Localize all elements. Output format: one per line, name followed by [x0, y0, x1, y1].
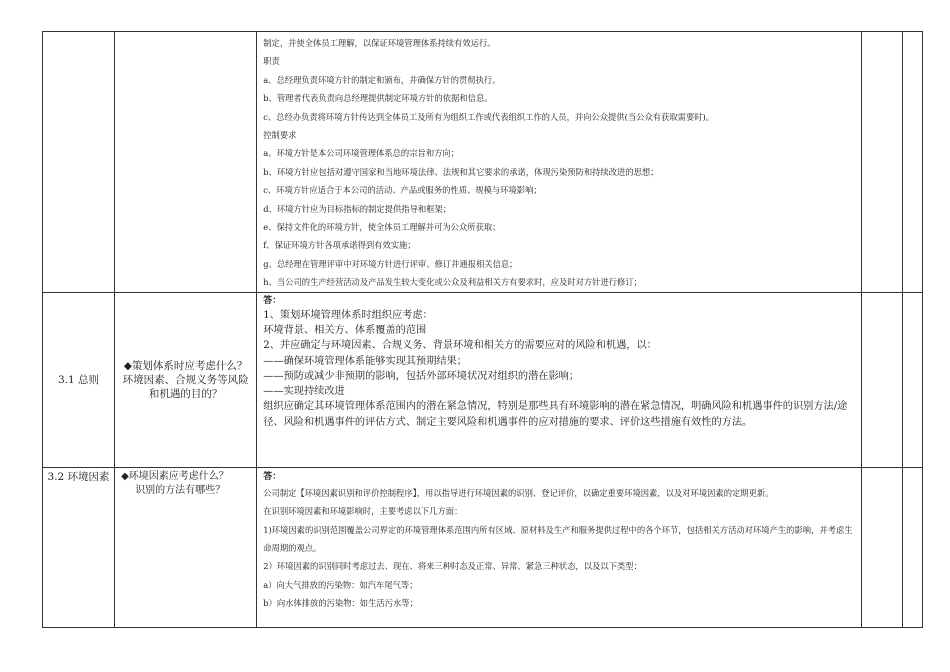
content-cell: [257, 467, 862, 627]
content-line: ——确保环境管理体系能够实现其预期结果；: [263, 355, 467, 367]
content-line: 控制要求: [263, 130, 297, 141]
question-cell: [115, 32, 257, 293]
content-line: 职责: [263, 56, 280, 67]
content-line: ——实现持续改进: [263, 386, 345, 398]
table-row: [43, 292, 923, 467]
audit-table: [42, 31, 923, 628]
empty-cell: [902, 467, 922, 627]
section-cell: [43, 32, 115, 293]
empty-cell: [861, 467, 902, 627]
content-line: 制定，并使全体员工理解，以保证环境管理体系持续有效运行。: [263, 38, 496, 48]
section-cell: 3.2 环境因素: [43, 467, 115, 627]
section-cell: 3.1 总则: [43, 292, 115, 467]
content-line: e、保持文件化的环境方针，使全体员工理解并可为公众所获取；: [263, 222, 501, 233]
question-cell: [115, 467, 257, 627]
content-line: 1、策划环境管理体系时组织应考虑：: [263, 309, 433, 321]
content-line: a、环境方针是本公司环境管理体系总的宗旨和方向；: [263, 148, 460, 159]
question-cell: ◆策划体系时应考虑什么？环境因素、合规义务等风险和机遇的目的？: [115, 292, 257, 467]
content-cell: [257, 292, 862, 467]
content-line: ——预防或减少非预期的影响，包括外部环境状况对组织的潜在影响；: [263, 370, 580, 382]
empty-cell: [861, 32, 902, 293]
content-line: 2、并应确定与环境因素、合规义务、背景环境和相关方的需要应对的风险和机遇，以：: [263, 340, 657, 352]
empty-cell: [861, 292, 902, 467]
content-cell: [257, 32, 862, 293]
content-line: 环境背景、相关方、体系覆盖的范围: [263, 324, 427, 336]
empty-cell: [902, 32, 922, 293]
table-row: [43, 467, 923, 627]
question-line: ◆环境因素应考虑什么？: [121, 470, 229, 482]
content-line: b、管理者代表负责向总经理提供制定环境方针的依据和信息。: [263, 93, 493, 104]
content-line: b、环境方针应包括对遵守国家和当地环境法律、法规和其它要求的承诺，体现污染预防和持续改进的思想；: [263, 166, 659, 177]
content-line: c、总经办负责将环境方针传达到全体员工及所有为组织工作或代表组织工作的人员，并向公众提供(当公众有获取需要时)。: [263, 111, 715, 122]
content-line: g、总经理在管理评审中对环境方针进行评审、修订并通报相关信息；: [263, 258, 518, 269]
empty-cell: [902, 292, 922, 467]
content-line: 1)环境因素的识别范围覆盖公司界定的环境管理体系范围内所有区域、原材料及生产和服务提供过程中的各个环节，包括相关方活动对环境产生的影响，并考虑生命周期的观点。: [263, 524, 853, 553]
question-line: 识别的方法有哪些？: [135, 484, 226, 496]
table-row: [43, 32, 923, 293]
content-line: 2）环境因素的识别同时考虑过去、现在、将来三种时态及正常、异常、紧急三种状态，以及以下类型：: [263, 561, 642, 572]
content-line: d、环境方针应为目标指标的制定提供指导和框架；: [263, 203, 452, 214]
content-line: c、环境方针应适合于本公司的活动、产品或服务的性质、规模与环境影响；: [263, 185, 542, 196]
content-line: a）向大气排放的污染物：如汽车尾气等；: [263, 579, 418, 590]
content-line: h、当公司的生产经营活动及产品发生较大变化或公众及利益相关方有要求时，应及时对方针进行修订；: [263, 277, 642, 288]
content-line: a、总经理负责环境方针的制定和颁布，并确保方针的贯彻执行。: [263, 74, 501, 85]
content-line: 在识别环境因素和环境影响时，主要考虑以下几方面：: [263, 506, 463, 517]
content-line: 组织应确定其环境管理体系范围内的潜在紧急情况，特别是那些具有环境影响的潜在紧急情况，明确风险和机遇事件的识别方法/途径、风险和机遇事件的评估方式、制定主要风险和机遇事件的应对措施的要求、评价这些措施有效性的方法。: [263, 401, 848, 428]
answer-label: 答：: [263, 471, 282, 482]
content-line: 公司制定【环境因素识别和评价控制程序】，用以指导进行环境因素的识别、登记评价，以确定重要环境因素，以及对环境因素的定期更新。: [263, 487, 774, 498]
answer-label: 答：: [263, 295, 282, 306]
content-line: b）向水体排放的污染物：如生活污水等；: [263, 598, 418, 609]
content-line: f、保证环境方针各项承诺得到有效实施；: [263, 240, 416, 251]
